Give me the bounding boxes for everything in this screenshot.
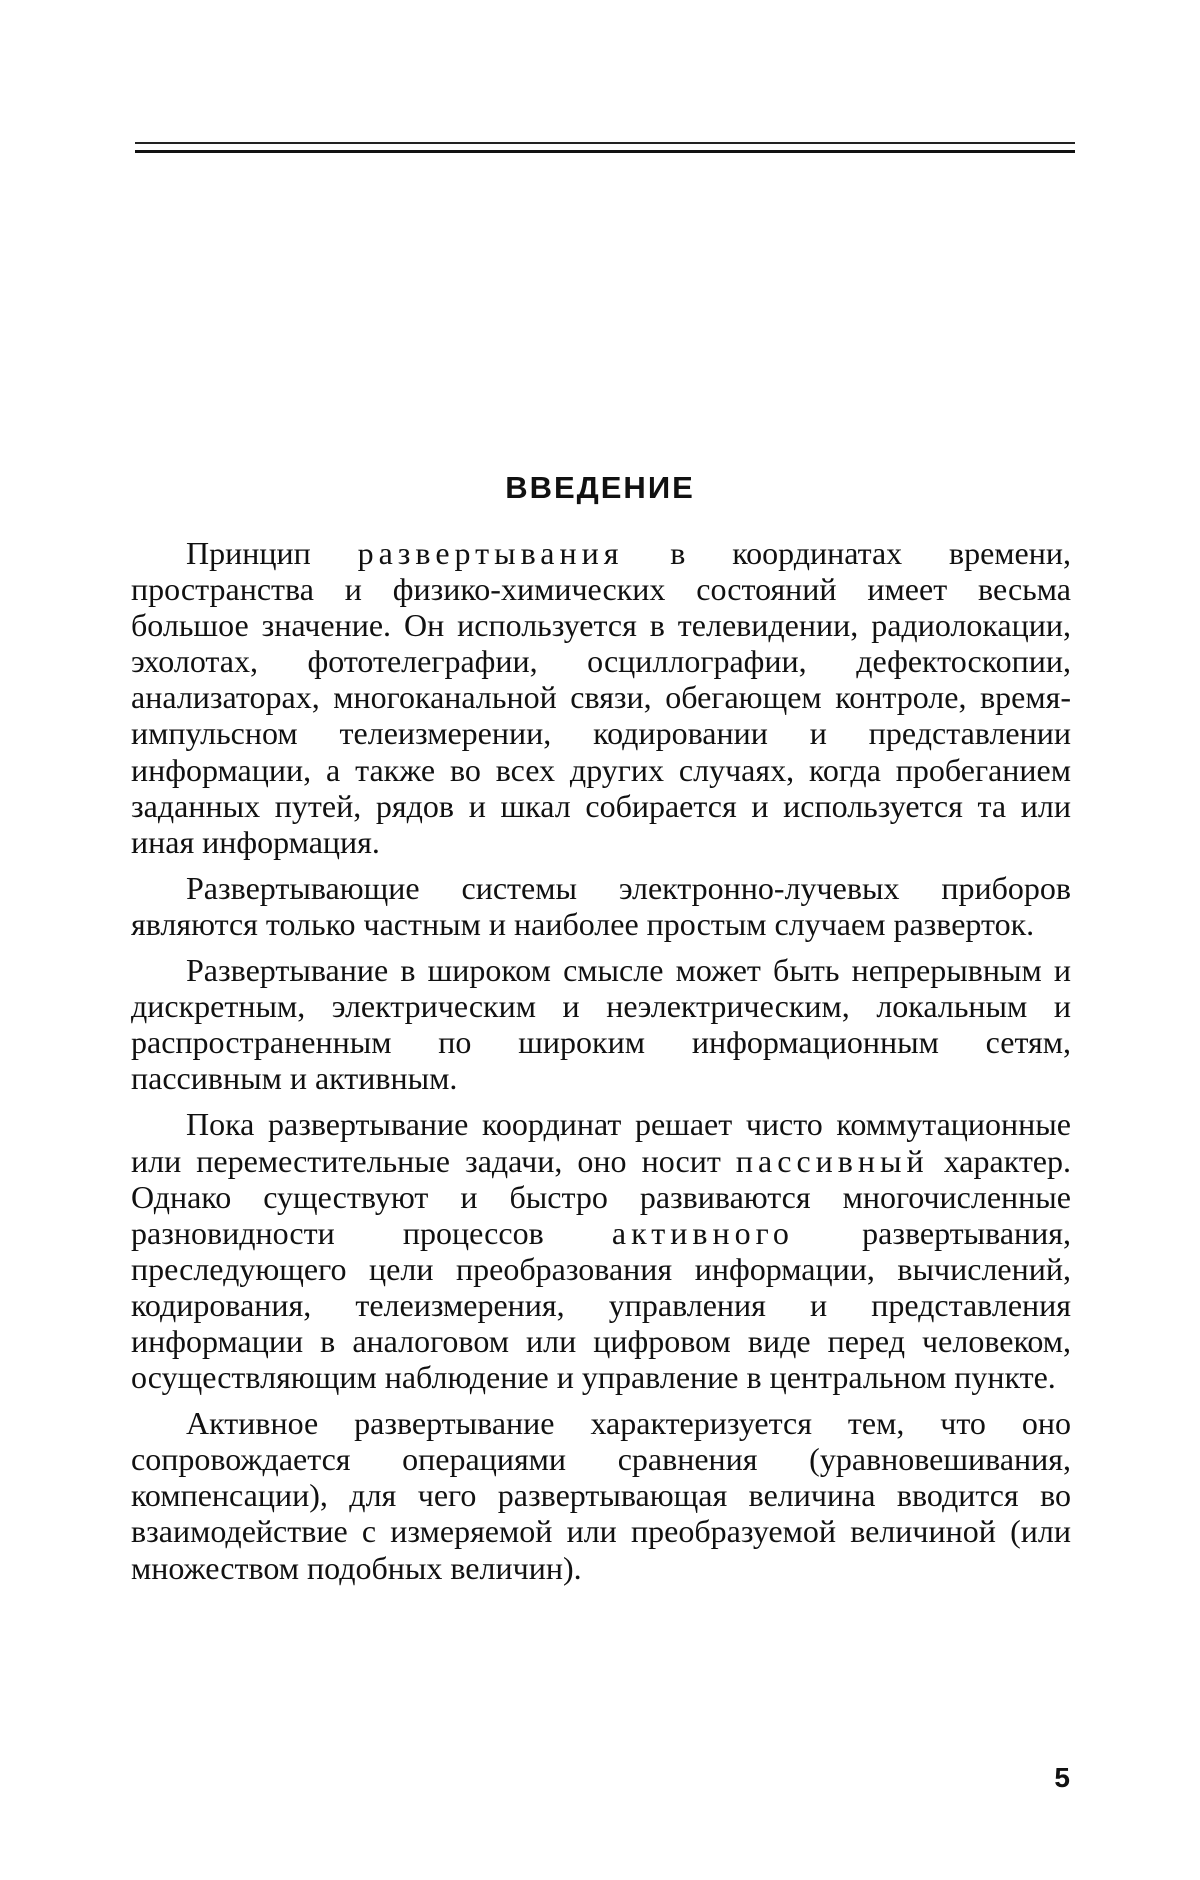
paragraph-1-start: Принцип <box>186 535 358 571</box>
paragraph-4 <box>131 1106 1071 1395</box>
paragraph-4-part-1: Пока развертывание координат решает чисто коммутационные или переместительные задачи, оно носит <box>131 1106 1071 1179</box>
emphasized-term-aktivnogo: активного <box>611 1214 794 1251</box>
paragraph-5: Активное развертывание характеризуется тем, что оно сопровождается операциями сравнения (уравновешивания, компенсации), для чего развертывающая величина вводится во взаимодействие с измеряемой или преобразуемой величиной (или множеством подобных величин). <box>131 1405 1071 1586</box>
header-rule <box>135 142 1075 144</box>
paragraph-2: Развертывающие системы электронно-лучевых приборов являются только частным и наиболее простым случаем разверток. <box>131 869 1071 942</box>
paragraph-1-rest: в координатах времени, пространства и физико-химических состояний имеет весьма большое значение. Он используется в телевидении, радиолокации, эхолотах, фототелеграфии, осциллографии, дефектоскопии, анализаторах, многоканальной связи, обегающем контроле, время-импульсном телеизмерении, кодировании и представлении информации, а также во всех других случаях, когда пробеганием заданных путей, рядов и шкал собирается и используется та или иная информация. <box>131 535 1072 860</box>
page-number: 5 <box>1054 1762 1070 1793</box>
header-rule-thick <box>135 150 1075 153</box>
body-text <box>131 535 1071 1596</box>
paragraph-1 <box>131 535 1071 860</box>
paragraph-3: Развертывание в широком смысле может быть непрерывным и дискретным, электрическим и неэлектрическим, локальным и распространенным по широким информационным сетям, пассивным и активным. <box>131 952 1071 1097</box>
paragraph-4-part-3: развертывания, преследующего цели преобразования информации, вычислений, кодирования, телеизмерения, управления и представления информации в аналоговом или цифровом виде перед человеком, осуществляющим наблюдение и управление в центральном пункте. <box>131 1214 1072 1396</box>
chapter-heading: ВВЕДЕНИЕ <box>505 470 695 505</box>
emphasized-term-passivnyi: пассивный <box>735 1142 929 1179</box>
emphasized-term-razvertyvaniya: развертывания <box>357 535 624 571</box>
paragraph-4-part-2: характер. Однако существуют и быстро развиваются многочисленные разновидности процессов <box>131 1142 1071 1251</box>
